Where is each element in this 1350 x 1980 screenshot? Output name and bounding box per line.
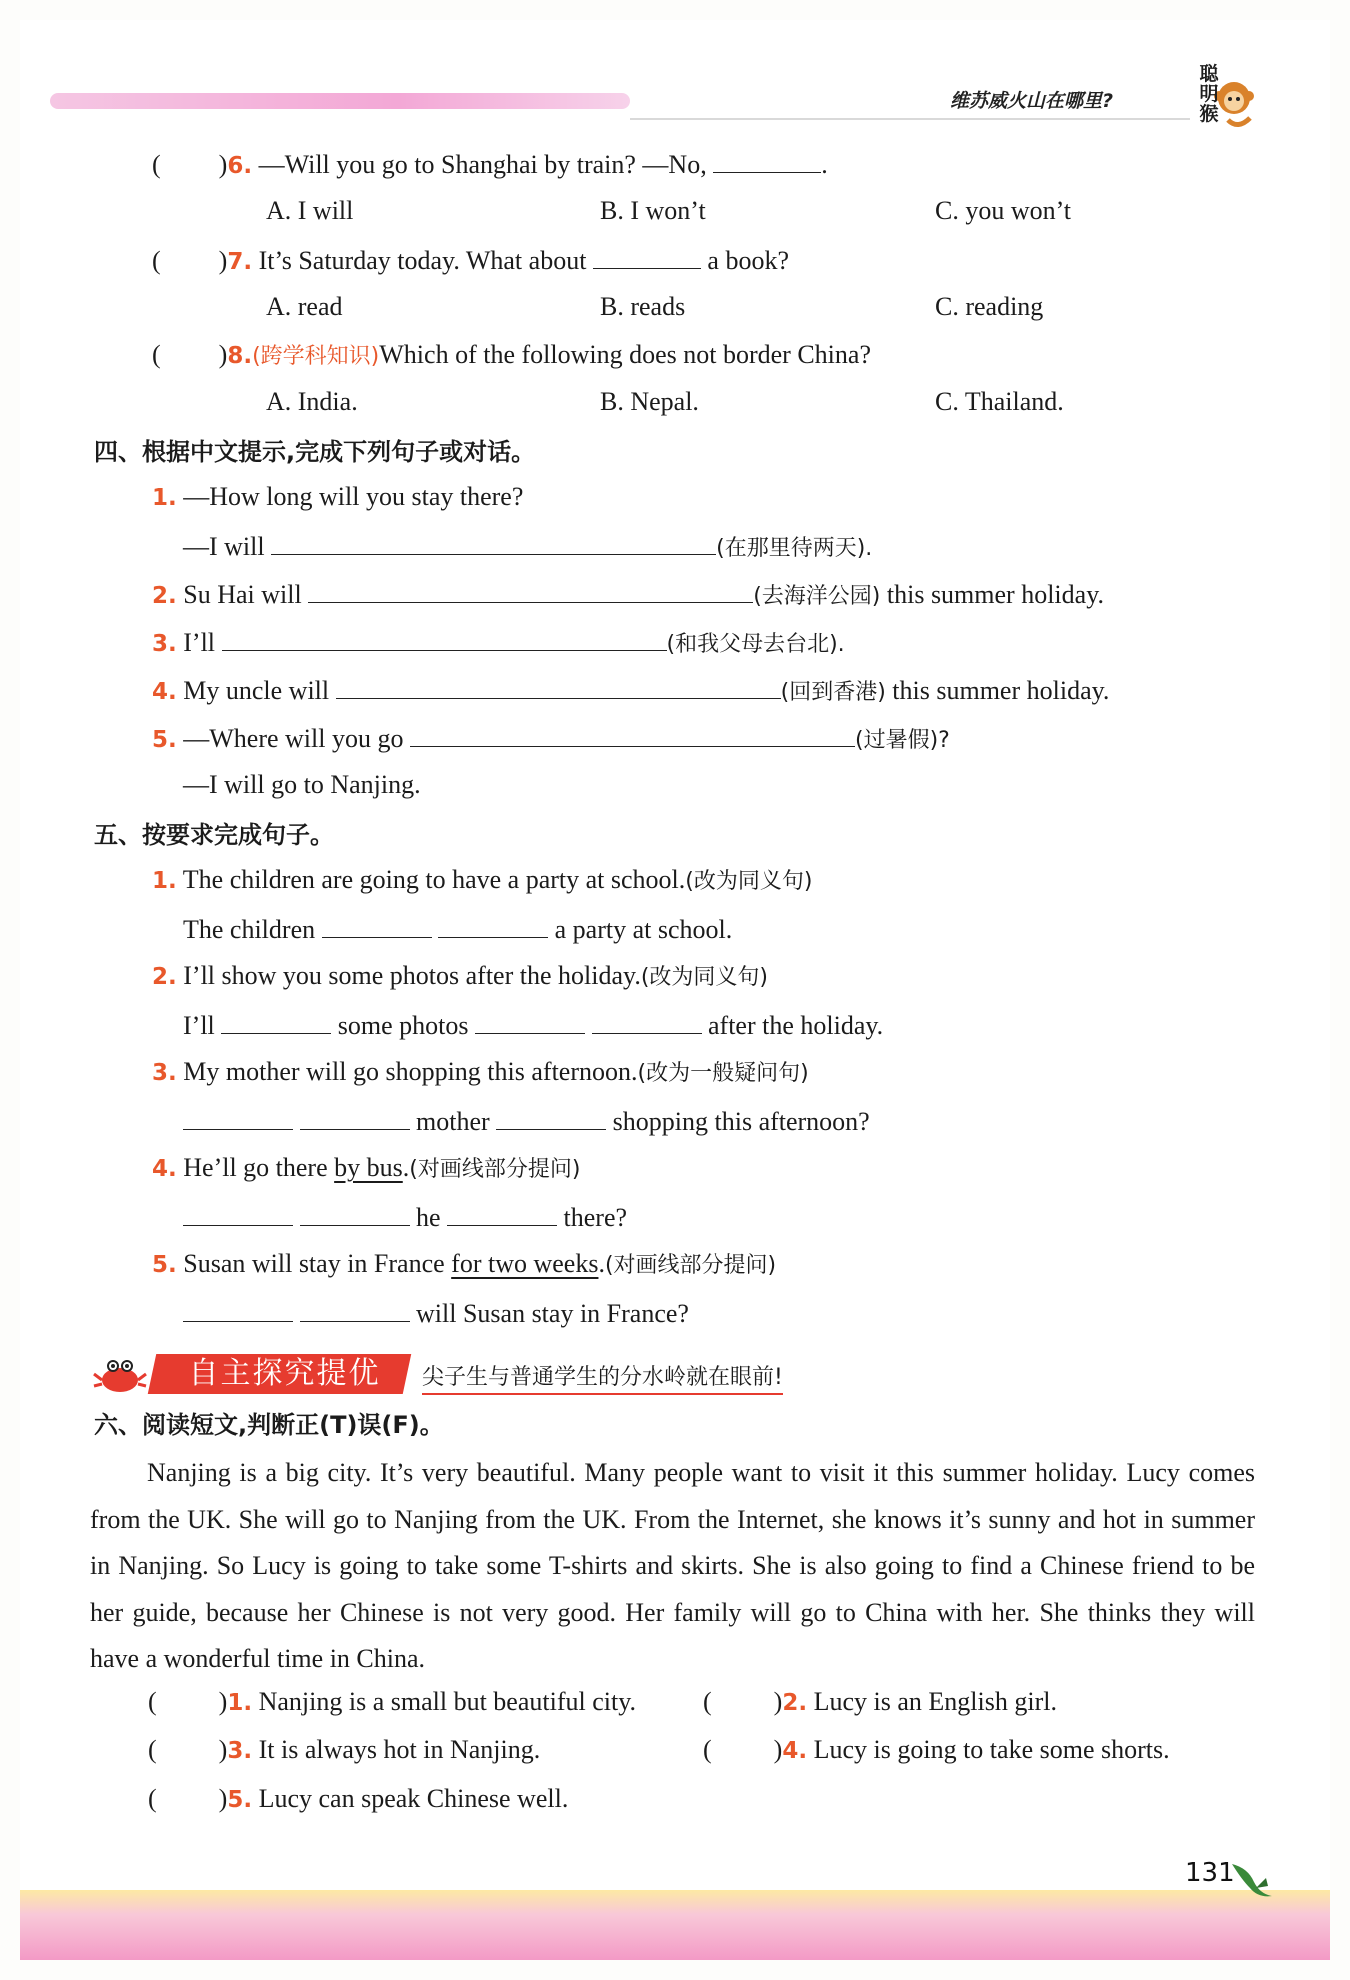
option-a: A. I will [266,196,354,225]
s5-item-1-answer [183,911,732,947]
brand-char: 猴 [1199,103,1219,125]
chinese-hint: (和我父母去台北). [666,632,845,657]
question-text: Which of the following does not border China? [379,340,871,369]
item-text: —How long will you stay there? [183,482,524,511]
item-number: 5. [152,727,177,753]
tf-item-1 [148,1685,636,1720]
instruction: (对画线部分提问) [604,1253,777,1278]
answer-paren-close: ) [773,1735,783,1764]
item-number: 3. [152,1060,177,1086]
underlined-part: by bus [334,1153,403,1182]
s4-item-4 [152,672,1109,710]
footer-band [20,1890,1330,1960]
question-text-end: a book? [700,246,790,275]
item-text: after the holiday. [701,1011,884,1040]
item-text: Su Hai will [183,580,309,609]
answer-blank[interactable] [410,720,855,747]
answer-paren-open: ( [148,1784,157,1813]
option-b: B. I won’t [600,196,706,225]
option-a: A. India. [266,387,358,416]
underlined-part: for two weeks [451,1249,599,1278]
item-number: 1. [152,868,177,894]
answer-blank[interactable] [336,672,781,699]
item-number: 3. [152,631,177,657]
item-text: The children [183,915,322,944]
instruction: (改为同义句) [685,869,813,894]
s4-item-1-answer [183,528,872,566]
question-8 [152,338,871,374]
item-text: Nanjing is a small but beautiful city. [258,1687,636,1716]
answer-blank[interactable] [300,1295,410,1322]
tf-item-3 [148,1733,540,1768]
answer-paren-close: ) [218,1687,228,1716]
item-text: It is always hot in Nanjing. [258,1735,541,1764]
header-band [50,93,630,109]
brand-char: 明 [1199,83,1219,105]
instruction: (对画线部分提问) [409,1157,581,1182]
item-number: 1. [152,485,177,511]
leaf-icon [1228,1858,1276,1900]
question-number: 6. [227,153,253,179]
item-text: My mother will go shopping this afternoon. [183,1057,638,1086]
chinese-hint: (去海洋公园) [753,584,881,609]
item-text-end: this summer holiday. [880,580,1105,609]
item-text: —Where will you go [183,724,410,753]
s4-item-5-answer: —I will go to Nanjing. [183,770,421,799]
option-b: B. reads [600,292,686,321]
option-c: C. Thailand. [935,387,1064,416]
s5-item-5-answer [183,1295,689,1331]
s5-item-2-answer [183,1007,883,1043]
s4-item-1 [152,480,523,515]
item-text: shopping this afternoon? [606,1107,870,1136]
chinese-hint: (回到香港) [780,680,886,705]
answer-blank[interactable] [183,1199,293,1226]
item-text: He’ll go there [183,1153,335,1182]
item-text: mother [409,1107,497,1136]
option-c: C. reading [935,292,1044,321]
answer-paren-close: ) [218,246,228,275]
item-text: Lucy can speak Chinese well. [258,1784,569,1813]
answer-blank[interactable] [475,1007,585,1034]
answer-blank[interactable] [593,242,701,269]
s5-item-2 [152,959,768,995]
item-text: Susan will stay in France [183,1249,452,1278]
answer-paren-open: ( [152,150,161,179]
answer-blank[interactable] [713,146,821,173]
item-number: 5. [227,1787,253,1813]
answer-paren-close: ) [218,150,228,179]
item-text: I’ll [183,628,222,657]
item-text: some photos [331,1011,475,1040]
s5-item-5 [152,1247,776,1283]
question-number: 8. [227,343,253,369]
item-number: 2. [152,964,177,990]
item-number: 3. [227,1738,253,1764]
item-text: a party at school. [548,915,733,944]
item-text: I’ll show you some photos after the holiday. [183,961,641,990]
answer-blank[interactable] [300,1199,410,1226]
question-number: 7. [227,249,253,275]
instruction: (改为一般疑问句) [637,1061,809,1086]
answer-paren-close: ) [773,1687,783,1716]
header-rule [630,118,1190,120]
chinese-hint: (过暑假)? [854,728,950,753]
answer-blank[interactable] [221,1007,331,1034]
item-text: I’ll [183,1011,222,1040]
s5-item-3-answer [183,1103,870,1139]
section-6-title: 六、阅读短文,判断正(T)误(F)。 [94,1411,444,1439]
item-text: will Susan stay in France? [409,1299,689,1328]
banner-title: 自主探究提优 [188,1356,381,1391]
s5-item-4 [152,1151,580,1187]
item-text-end: . [402,1153,410,1182]
answer-blank[interactable] [300,1103,410,1130]
question-text: It’s Saturday today. What about [258,246,593,275]
option-b: B. Nepal. [600,387,699,416]
answer-blank[interactable] [222,624,667,651]
item-number: 4. [152,1156,177,1182]
s5-item-4-answer [183,1199,627,1235]
answer-blank[interactable] [183,1103,293,1130]
answer-blank[interactable] [271,528,716,555]
answer-blank[interactable] [438,911,548,938]
item-number: 1. [227,1690,253,1716]
tf-item-5 [148,1782,568,1817]
item-text-end: this summer holiday. [885,676,1110,705]
header-title: 维苏威火山在哪里? [950,90,1114,112]
question-7 [152,242,789,279]
answer-paren-close: ) [218,1784,228,1813]
answer-blank[interactable] [308,576,753,603]
brand-char: 聪 [1199,63,1219,85]
item-text: he [409,1203,448,1232]
answer-blank[interactable] [183,1295,293,1322]
instruction: (改为同义句) [640,965,768,990]
item-text: Lucy is an English girl. [813,1687,1057,1716]
answer-paren-close: ) [218,1735,228,1764]
item-text: there? [557,1203,628,1232]
item-number: 5. [152,1252,177,1278]
chinese-hint: (在那里待两天). [716,536,873,561]
brand-label [1198,64,1220,124]
question-6 [152,146,828,183]
question-text: —Will you go to Shanghai by train? —No, [258,150,714,179]
answer-blank[interactable] [447,1199,557,1226]
answer-paren-open: ( [703,1735,712,1764]
item-text: The children are going to have a party at school. [182,865,686,894]
s4-item-2 [152,576,1104,614]
item-number: 4. [782,1738,808,1764]
crab-icon [92,1352,148,1398]
s5-item-3 [152,1055,809,1091]
answer-blank[interactable] [496,1103,606,1130]
banner-subtitle: 尖子生与普通学生的分水岭就在眼前! [422,1360,783,1395]
cross-subject-tag: (跨学科知识) [252,344,380,369]
item-text: —I will [183,532,272,561]
answer-blank[interactable] [322,911,432,938]
page-number: 131 [1185,1858,1235,1888]
answer-blank[interactable] [592,1007,702,1034]
answer-paren-close: ) [218,340,228,369]
answer-paren-open: ( [152,340,161,369]
s4-item-5 [152,720,950,758]
answer-paren-open: ( [152,246,161,275]
item-number: 2. [782,1690,808,1716]
item-text-end: . [598,1249,605,1278]
option-c: C. you won’t [935,196,1072,225]
reading-passage: Nanjing is a big city. It’s very beautiful. Many people want to visit it this summer holiday. Lucy comes from the UK. She will go to Nanjing from the UK. From the Internet, she knows it’s sunny and hot in summer in Nanjing. So Lucy is going to take some T-shirts and skirts. She is also going to find a Chinese friend to be her guide, because her Chinese is not very good. Her family will go to China with her. She thinks they will have a wonderful time in China. [90,1458,1255,1673]
tf-item-2 [703,1685,1057,1720]
s4-item-3 [152,624,845,662]
s5-item-1 [152,863,812,899]
question-text-end: . [821,150,828,179]
tf-item-4 [703,1733,1170,1768]
item-text: Lucy is going to take some shorts. [813,1735,1170,1764]
item-number: 4. [152,679,177,705]
section-4-title: 四、根据中文提示,完成下列句子或对话。 [94,438,536,466]
option-a: A. read [266,292,343,321]
item-number: 2. [152,583,177,609]
answer-paren-open: ( [148,1687,157,1716]
answer-paren-open: ( [703,1687,712,1716]
item-text: My uncle will [183,676,336,705]
answer-paren-open: ( [148,1735,157,1764]
section-5-title: 五、按要求完成句子。 [94,821,334,849]
